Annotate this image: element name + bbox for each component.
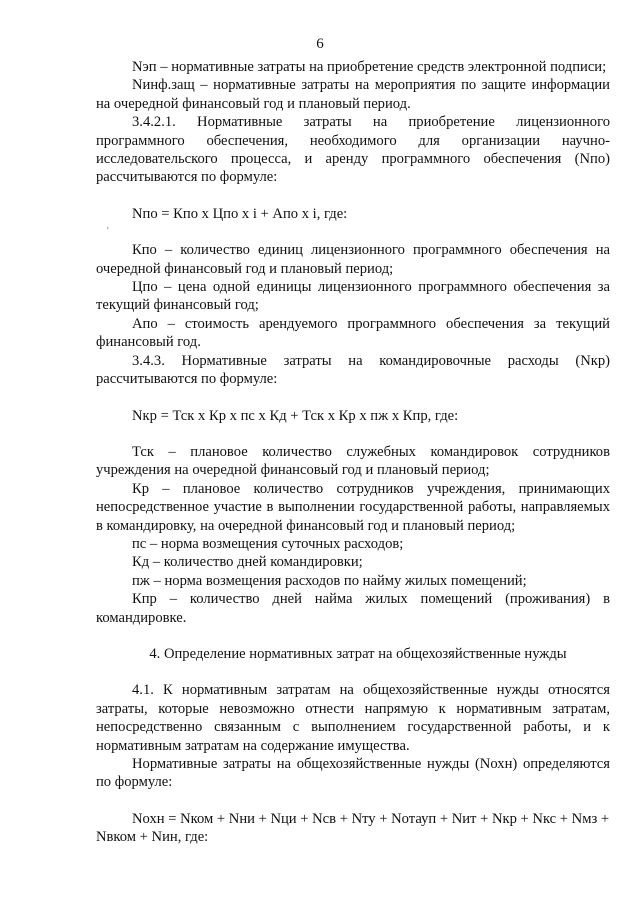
formula-nkr: Nкр = Тск х Кр х пс х Кд + Тск х Кр х пж х Кпр, где: (132, 407, 459, 424)
formula-npo: Nпо = Кпо х Цпо х i + Апо х i, где: (132, 205, 348, 222)
formula-nohn: Nохн = Nком + Nни + Nци + Nсв + Nту + Nотауп + Nит + Nкр + Nкс + Nмз + Nвком + Nин, где: (96, 810, 610, 846)
paragraph-cpo: Цпо – цена одной единицы лицензионного программного обеспечения за текущий финансовый год; (96, 279, 610, 314)
scan-mark: ' (107, 226, 109, 237)
paragraph-ninf-zasch: Nинф.защ – нормативные затраты на мероприятия по защите информации на очередной финансовый год и плановый период. (96, 77, 610, 112)
paragraph-kpr: Кпр – количество дней найма жилых помещений (проживания) в командировке. (96, 591, 610, 626)
paragraph-4-1: 4.1. К нормативным затратам на общехозяйственные нужды относятся затраты, которые невозможно отнести напрямую к нормативным затратам, непосредственно связанным с выполнением государственной работы, и к нормативным затратам на содержание имущества. (96, 682, 610, 754)
paragraph-kr: Кр – плановое количество сотрудников учреждения, принимающих непосредственное участие в выполнении государственной работы, направляемых в командировку, на очередной финансовый год и плановый период; (96, 480, 610, 534)
document-body (96, 58, 610, 847)
paragraph-kd: Кд – количество дней командировки; (132, 554, 363, 571)
paragraph-nohn: Нормативные затраты на общехозяйственные нужды (Nохн) определяются по формуле: (96, 756, 610, 791)
section-heading-4: 4. Определение нормативных затрат на общехозяйственные нужды (149, 645, 567, 662)
paragraph-kpo: Кпо – количество единиц лицензионного программного обеспечения на очередной финансовый год и плановый период; (96, 242, 610, 277)
paragraph-nep: Nэп – нормативные затраты на приобретение средств электронной подписи; (132, 59, 607, 75)
paragraph-apo: Апо – стоимость арендуемого программного обеспечения за текущий финансовый год. (96, 315, 610, 351)
paragraph-3-4-3: 3.4.3. Нормативные затраты на командировочные расходы (Nкр) рассчитываются по формуле: (96, 352, 610, 388)
paragraph-tsk: Тск – плановое количество служебных командировок сотрудников учреждения на очередной финансовый год и плановый период; (96, 443, 610, 479)
paragraph-pzh: пж – норма возмещения расходов по найму жилых помещений; (132, 572, 527, 589)
paragraph-3-4-2-1: 3.4.2.1. Нормативные затраты на приобретение лицензионного программного обеспечения, необходимого для организации научно-исследовательского процесса, и аренду программного обеспечения (Nпо) рассчитываются по формуле: (96, 114, 610, 186)
paragraph-ps: пс – норма возмещения суточных расходов; (132, 535, 404, 552)
page-number: 6 (316, 36, 324, 52)
